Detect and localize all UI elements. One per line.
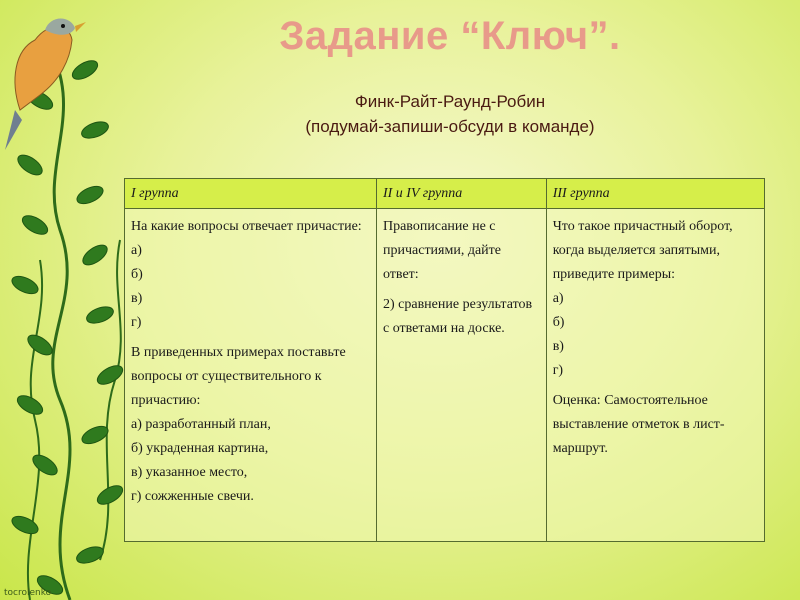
table-row xyxy=(125,209,765,542)
task-table xyxy=(124,178,765,542)
list-item: в) указанное место, xyxy=(131,465,248,480)
list-item: б) xyxy=(131,267,143,282)
list-item: г) сожженные свечи. xyxy=(131,489,254,504)
header-group-2-4: II и IV группа xyxy=(376,179,546,209)
cell-text: На какие вопросы отвечает причастие: xyxy=(131,219,362,234)
bird-icon xyxy=(5,18,86,150)
list-item: б) xyxy=(552,315,565,330)
list-item: г) xyxy=(131,315,142,330)
list-item: а) xyxy=(131,243,142,258)
list-item: г) xyxy=(552,363,564,378)
list-item: в) xyxy=(131,291,143,306)
cell-text: Оценка: Самостоятельное выставление отметок в лист-маршрут. xyxy=(552,393,725,456)
cell-text: Правописание не с причастиями, дайте ответ: xyxy=(382,219,501,282)
list-item: а) xyxy=(552,291,564,306)
cell-group-2-4 xyxy=(376,209,546,542)
watermark: tocrolenko xyxy=(4,588,52,598)
list-item: в) xyxy=(552,339,564,354)
cell-text: Что такое причастный оборот, когда выделяется запятыми, приведите примеры: xyxy=(552,219,733,282)
method-note: (подумай-запиши-обсуди в команде) xyxy=(305,117,595,136)
cell-text: В приведенных примерах поставьте вопросы от существительного к причастию: xyxy=(131,345,346,408)
cell-text: 2) сравнение результатов с ответами на доске. xyxy=(382,297,533,336)
table-header-row xyxy=(125,179,765,209)
cell-group-1 xyxy=(125,209,377,542)
page-title: Задание “Ключ”. xyxy=(279,14,621,58)
vine-icon xyxy=(0,0,140,600)
header-group-3: III группа xyxy=(546,179,764,209)
cell-group-3 xyxy=(546,209,764,542)
list-item: а) разработанный план, xyxy=(131,417,271,432)
list-item: б) украденная картина, xyxy=(131,441,269,456)
header-group-1: I группа xyxy=(125,179,377,209)
method-subtitle: Финк-Райт-Раунд-Робин xyxy=(354,92,546,111)
